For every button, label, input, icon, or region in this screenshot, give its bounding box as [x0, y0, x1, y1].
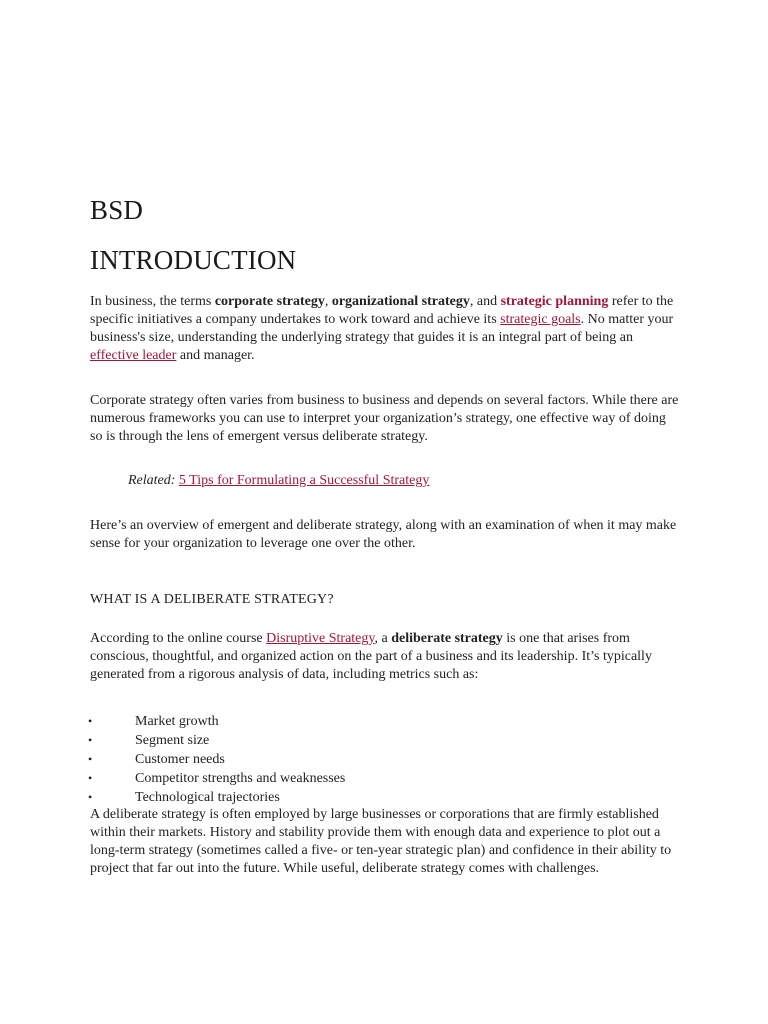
deliberate-strategy-heading: WHAT IS A DELIBERATE STRATEGY? [90, 592, 334, 607]
deliberate-definition-paragraph [90, 630, 680, 684]
document-title: BSD [90, 195, 144, 225]
term-strategic-planning: strategic planning [500, 294, 609, 309]
definition-text-3: is one that arises from conscious, thoughtful, and organized action on the part of a business and its leadership. It’s typically generated from a rigorous analysis of data, including metrics such as: [90, 631, 652, 682]
list-item-text: Competitor strengths and weaknesses [135, 771, 346, 786]
related-line [128, 472, 668, 490]
list-item [90, 731, 345, 750]
related-label: Related: [128, 473, 176, 488]
intro-paragraph [90, 293, 680, 365]
term-organizational-strategy: organizational strategy [331, 294, 470, 309]
bullet-icon: • [88, 714, 93, 728]
list-item [90, 788, 345, 807]
intro-text-4: refer to the specific initiatives a company undertakes to work toward and achieve its [90, 294, 674, 327]
definition-text-2: , a [374, 631, 392, 646]
list-item-text: Technological trajectories [135, 790, 280, 805]
bullet-icon: • [88, 790, 93, 804]
bullet-icon: • [88, 752, 93, 766]
intro-text-5: . No matter your business's size, understanding the underlying strategy that guides it is an integral part of being an [90, 312, 674, 345]
bullet-icon: • [88, 771, 93, 785]
list-item [90, 750, 345, 769]
term-corporate-strategy: corporate strategy [214, 294, 325, 309]
definition-text-1: According to the online course [90, 631, 267, 646]
effective-leader-link[interactable]: effective leader [90, 348, 177, 363]
section-title-introduction: INTRODUCTION [90, 245, 297, 275]
strategic-goals-link[interactable]: strategic goals [500, 312, 581, 327]
disruptive-strategy-link[interactable]: Disruptive Strategy [266, 631, 375, 646]
intro-text-6: and manager. [176, 348, 255, 363]
corporate-strategy-paragraph: Corporate strategy often varies from business to business and depends on several factors. While there are numerous frameworks you can use to interpret your organization’s strategy, one effective way of doing so is through the lens of emergent versus deliberate strategy. [90, 393, 679, 444]
list-item-text: Customer needs [135, 752, 225, 767]
intro-text-1: In business, the terms [90, 294, 215, 309]
deliberate-usage-paragraph: A deliberate strategy is often employed by large businesses or corporations that are firmly established within their markets. History and stability provide them with enough data and experience to plot out a long-term strategy (sometimes called a five- or ten-year strategic plan) and confidence in their ability to project that far out into the future. While useful, deliberate strategy comes with challenges. [90, 807, 672, 876]
list-item-text: Market growth [135, 714, 219, 729]
intro-text-3: , and [469, 294, 501, 309]
overview-paragraph: Here’s an overview of emergent and deliberate strategy, along with an examination of when it may make sense for your organization to leverage one over the other. [90, 518, 677, 551]
related-article-link[interactable]: 5 Tips for Formulating a Successful Strategy [178, 473, 430, 488]
metrics-list [90, 712, 345, 807]
list-item [90, 769, 345, 788]
list-item-text: Segment size [135, 733, 210, 748]
intro-text-2: , [324, 294, 332, 309]
list-item [90, 712, 345, 731]
bullet-icon: • [88, 733, 93, 747]
term-deliberate-strategy: deliberate strategy [391, 631, 503, 646]
